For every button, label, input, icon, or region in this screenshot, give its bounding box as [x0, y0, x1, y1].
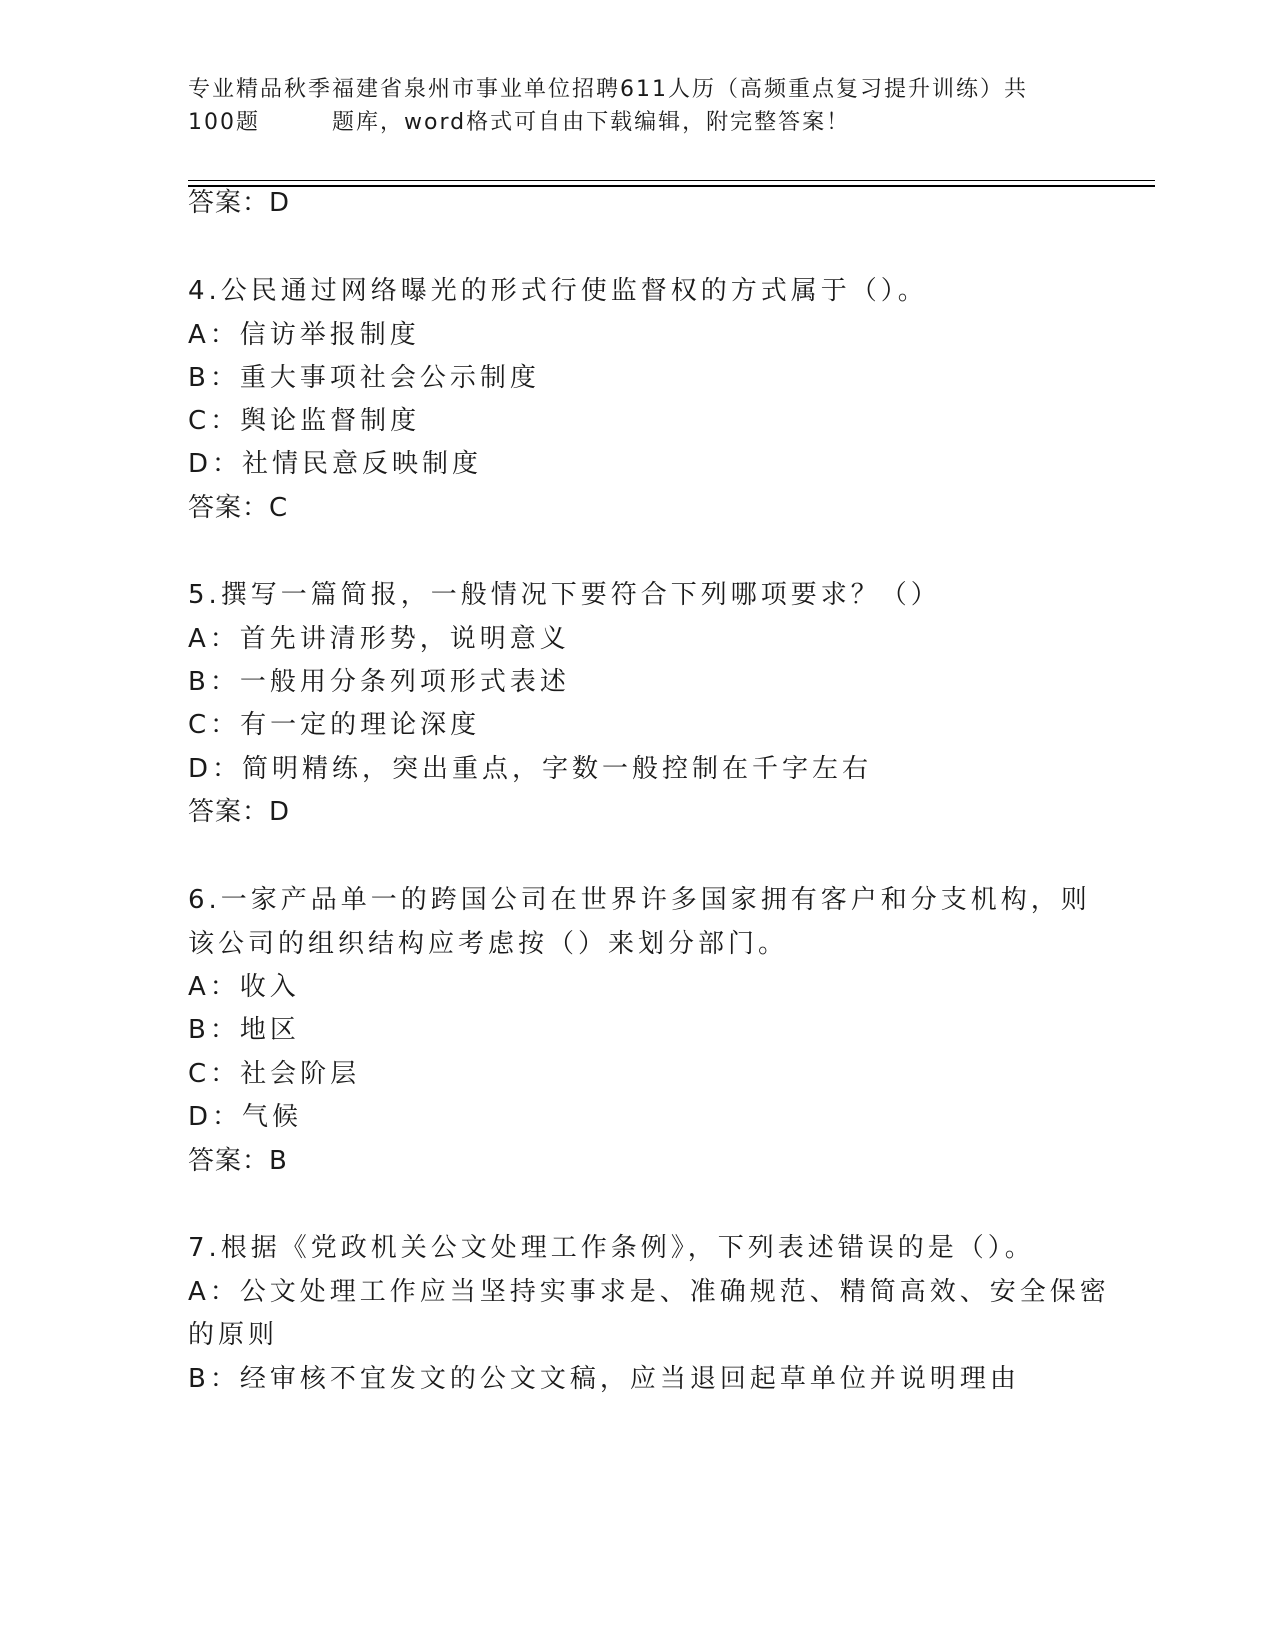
q6-option-d: D：气候	[188, 1102, 303, 1132]
q6-option-c: C：社会阶层	[188, 1059, 361, 1089]
previous-answer: 答案：D	[188, 188, 291, 218]
q4-option-c: C：舆论监督制度	[188, 406, 421, 436]
q6-option-b: B：地区	[188, 1015, 300, 1045]
q4-answer: 答案：C	[188, 493, 289, 523]
q4-option-a: A：信访举报制度	[188, 320, 420, 350]
question-4: 4.公民通过网络曝光的形式行使监督权的方式属于（）。	[188, 276, 928, 306]
question-5: 5.撰写一篇简报，一般情况下要符合下列哪项要求？（）	[188, 580, 941, 610]
question-7: 7.根据《党政机关公文处理工作条例》，下列表述错误的是（）。	[188, 1233, 1035, 1263]
q6-option-a: A：收入	[188, 972, 300, 1002]
question-6-line-1: 6.一家产品单一的跨国公司在世界许多国家拥有客户和分支机构，则	[188, 885, 1091, 915]
q4-option-b: B：重大事项社会公示制度	[188, 363, 540, 393]
q5-answer: 答案：D	[188, 797, 291, 827]
header-divider-thin	[188, 180, 1155, 181]
q5-option-d: D：简明精练，突出重点，字数一般控制在千字左右	[188, 754, 873, 784]
header-divider-thick	[188, 185, 1155, 187]
q5-option-a: A：首先讲清形势，说明意义	[188, 624, 570, 654]
q7-option-a-line-2: 的原则	[188, 1320, 279, 1350]
question-6-line-2: 该公司的组织结构应考虑按（）来划分部门。	[188, 929, 789, 959]
q7-option-a-line-1: A：公文处理工作应当坚持实事求是、准确规范、精简高效、安全保密	[188, 1277, 1110, 1307]
q5-option-c: C：有一定的理论深度	[188, 710, 481, 740]
q5-option-b: B：一般用分条列项形式表述	[188, 667, 570, 697]
q7-option-b: B：经审核不宜发文的公文文稿，应当退回起草单位并说明理由	[188, 1364, 1020, 1394]
q6-answer: 答案：B	[188, 1146, 288, 1176]
header-title-line-1: 专业精品秋季福建省泉州市事业单位招聘611人历（高频重点复习提升训练）共	[188, 77, 1028, 102]
header-description: 题库，word格式可自由下载编辑，附完整答案！	[332, 110, 851, 135]
header-title-line-2	[188, 108, 1058, 138]
header-count: 100题	[188, 110, 260, 135]
q4-option-d: D：社情民意反映制度	[188, 449, 483, 479]
